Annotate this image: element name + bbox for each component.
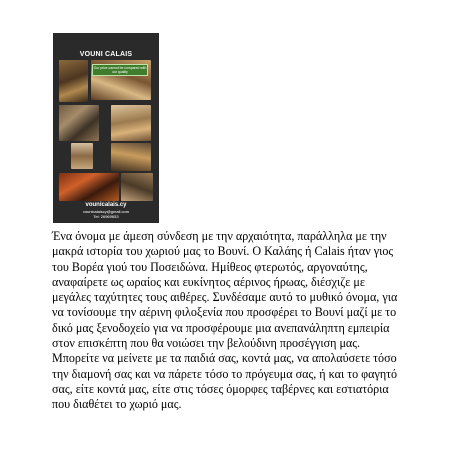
- photo-dining: [121, 173, 153, 201]
- flyer-banner: Our price cannot be compared with our quality: [93, 66, 147, 74]
- flyer-email: vounicalaiscy@gmail.com: [82, 209, 130, 214]
- photo-hallway: [111, 143, 151, 171]
- photo-room-interior: [59, 60, 88, 102]
- photo-lounge: [59, 105, 99, 141]
- flyer-phone: Tel: 26969653: [93, 214, 119, 219]
- flyer-website: vounicalais.cy: [85, 202, 127, 208]
- photo-stairs: [71, 143, 93, 169]
- hotel-flyer-image: [53, 33, 159, 223]
- flyer-contact: [53, 202, 159, 219]
- description-text: [52, 229, 402, 413]
- paragraph-stay: Μπορείτε να μείνετε με τα παιδιά σας, κοντά μας, να απολαύσετε τόσο την διαμονή σας και να πάρετε τόσο το πρόγευμα σας, ή και το φαγητό σας, είτε κοντά μας, είτε στις τόσες όμορφες ταβέρνες και εστιατόρια που διαθέτει το χωριό μας.: [52, 351, 398, 412]
- photo-fireplace: [59, 173, 119, 201]
- flyer-title: VOUNI CALAIS: [79, 51, 133, 58]
- paragraph-history: Ένα όνομα με άμεση σύνδεση με την αρχαιότητα, παράλληλα με την μακρά ιστορία του χωριού μας το Βουνί. Ο Καλάης ή Calais ήταν γιος του Βορέα γιού του Ποσειδώνα. Ημίθεος φτερωτός, αργοναύτης, αναφαίρετε ως ωραίος και ευκίνητος αέρινος ήρωας, διέσχιζε με μεγάλες ταχύτητες τους αιθέρες. Συνδέσαμε αυτό το μυθικό όνομα, για να τονίσουμε την αέρινη φιλοξενία που προσφέρει το Βουνί μαζί με το δικό μας ξενοδοχείο για να προσφέρουμε μια ανεπανάληπτη εμπειρία στον επισκέπτη που θα νοιώσει την βελούδινη προσέγγιση μας.: [52, 229, 398, 351]
- photo-bedroom: [111, 105, 151, 141]
